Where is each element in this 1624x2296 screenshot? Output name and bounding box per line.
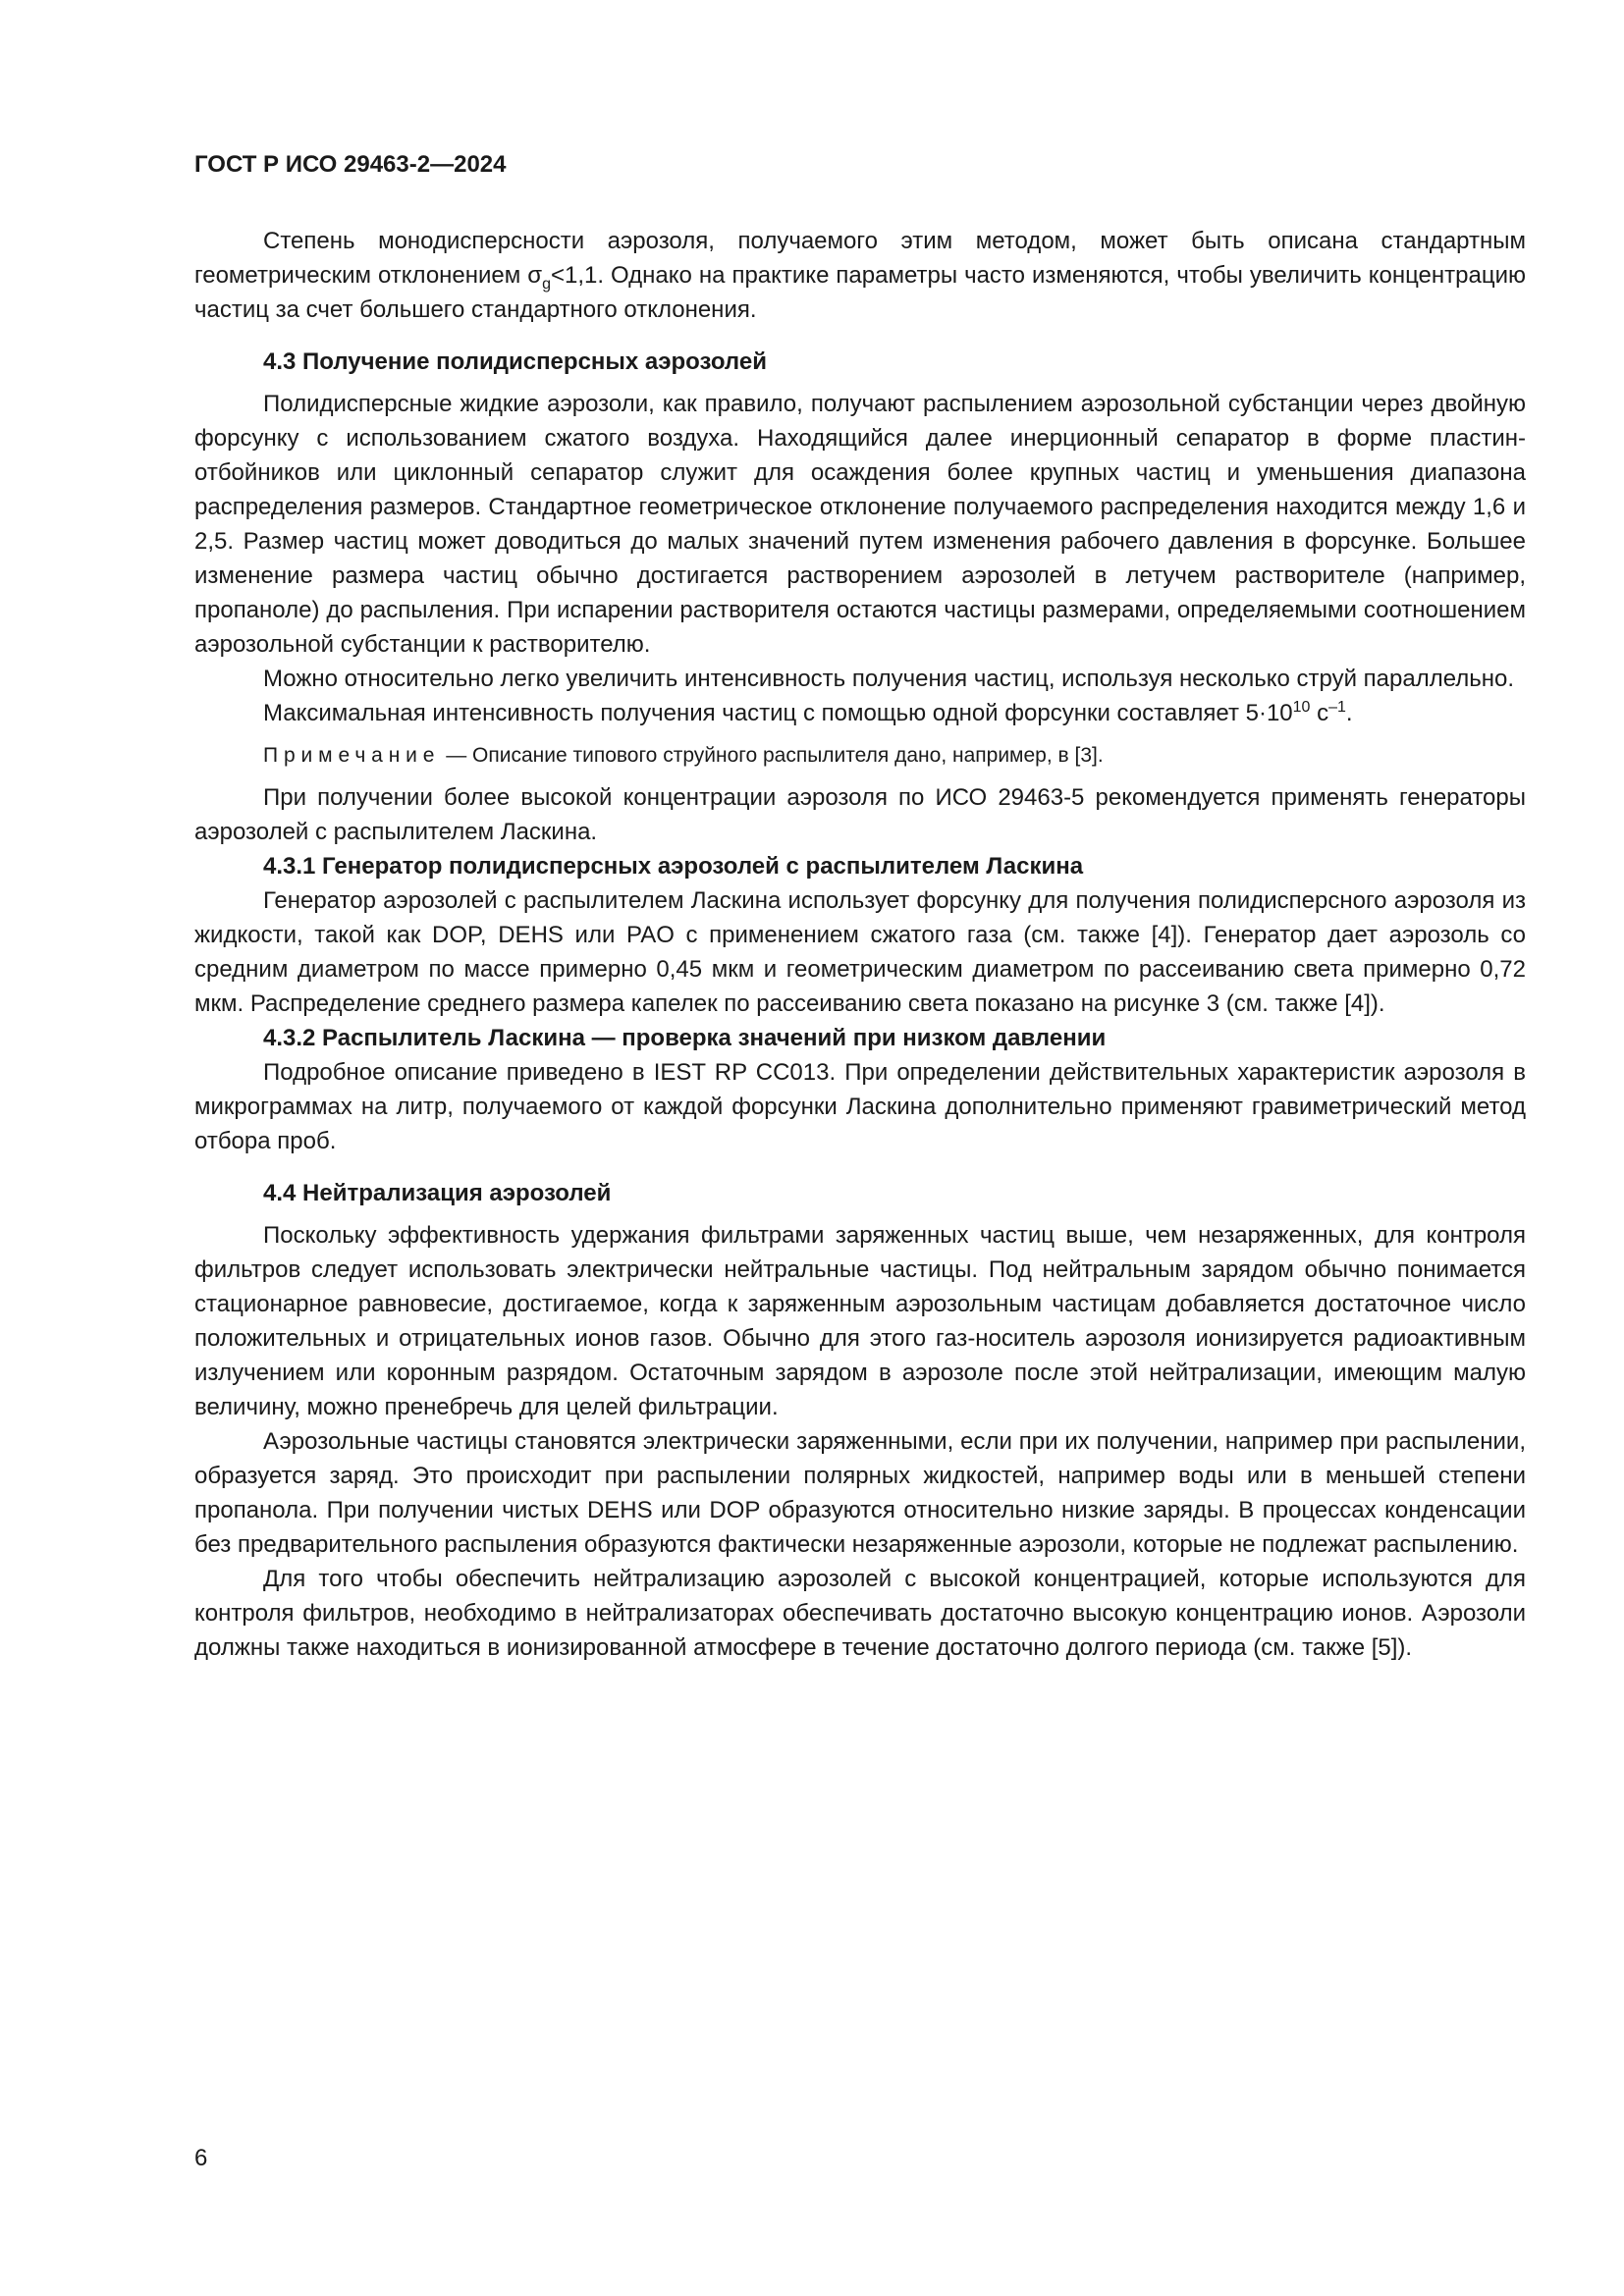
page-number: 6 [194,2145,208,2171]
intro-text-after: <1,1. Однако на практике параметры часто изменяются, чтобы увеличить концентрацию частиц за счет большего стандартного отклонения. [194,262,1526,323]
section-heading-4-3-1: 4.3.1 Генератор полидисперсных аэрозолей с распылителем Ласкина [263,853,1084,880]
section-heading-4-3: 4.3 Получение полидисперсных аэрозолей [263,348,767,375]
section-4-3-paragraph-1: Полидисперсные жидкие аэрозоли, как правило, получают распылением аэрозольной субстанции через двойную форсунку с использованием сжатого воздуха. Находящийся далее инерционный сепаратор в форме пластин-отбойников или циклонный сепаратор служит для осаждения более крупных частиц и уменьшения диапазона распределения размеров. Стандартное геометрическое отклонение получаемого распределения находится между 1,6 и 2,5. Размер частиц может доводиться до малых значений путем изменения рабочего давления в форсунке. Большее изменение размера частиц обычно достигается растворением аэрозолей в летучем растворителе (например, пропаноле) до распыления. При испарении растворителя остаются частицы размерами, определяемыми соотношением аэрозольной субстанции к растворителю. [194,391,1526,658]
sigma-symbol: σ [527,262,543,289]
section-4-3-2-paragraph-1: Подробное описание приведено в IEST RP CC013. При определении действительных характеристик аэрозоля в микрограммах на литр, получаемого от каждой форсунки Ласкина дополнительно применяют гравиметрический метод отбора проб. [194,1059,1526,1154]
section-4-3-paragraph-3 [194,696,1526,730]
intensity-end: . [1345,700,1353,726]
section-4-4-paragraph-2: Аэрозольные частицы становятся электрически заряженными, если при их получении, например при распылении, образуется заряд. Это происходит при распылении полярных жидкостей, например воды или в меньшей степени пропанола. При получении чистых DEHS или DOP образуются относительно низкие заряды. В процессах конденсации без предварительного распыления образуются фактически незаряженные аэрозоли, которые не подлежат распылению. [194,1428,1526,1558]
intensity-unit-exponent: –1 [1328,699,1346,716]
intensity-exponent: 10 [1292,699,1311,716]
intensity-text: Максимальная интенсивность получения частиц с помощью одной форсунки составляет 5·10 [263,700,1293,726]
intensity-unit: с [1310,700,1329,726]
document-header: ГОСТ Р ИСО 29463-2—2024 [194,151,507,178]
document-body [194,224,1526,1665]
section-4-3-1-paragraph-1: Генератор аэрозолей с распылителем Ласкина использует форсунку для получения полидисперсного аэрозоля из жидкости, такой как DOP, DEHS или PAO с применением сжатого газа (см. также [4]). Генератор дает аэрозоль со средним диаметром по массе примерно 0,45 мкм и геометрическим диаметром по рассеиванию света примерно 0,72 мкм. Распределение среднего размера капелек по рассеиванию света показано на рисунке 3 (см. также [4]). [194,887,1526,1017]
section-4-4-paragraph-3: Для того чтобы обеспечить нейтрализацию аэрозолей с высокой концентрацией, которые используются для контроля фильтров, необходимо в нейтрализаторах обеспечивать достаточно высокую концентрацию ионов. Аэрозоли должны также находиться в ионизированной атмосфере в течение достаточно долгого периода (см. также [5]). [194,1566,1526,1661]
section-4-3-paragraph-4: При получении более высокой концентрации аэрозоля по ИСО 29463-5 рекомендуется применять генераторы аэрозолей с распылителем Ласкина. [194,784,1526,845]
section-4-4-paragraph-1: Поскольку эффективность удержания фильтрами заряженных частиц выше, чем незаряженных, для контроля фильтров следует использовать электрически нейтральные частицы. Под нейтральным зарядом обычно понимается стационарное равновесие, достигаемое, когда к заряженным аэрозольным частицам добавляется достаточное число положительных и отрицательных ионов газов. Обычно для этого газ-носитель аэрозоля ионизируется радиоактивным излучением или коронным разрядом. Остаточным зарядом в аэрозоле после этой нейтрализации, имеющим малую величину, можно пренебречь для целей фильтрации. [194,1222,1526,1420]
section-heading-4-3-2: 4.3.2 Распылитель Ласкина — проверка значений при низком давлении [263,1025,1107,1051]
section-heading-4-4: 4.4 Нейтрализация аэрозолей [263,1180,612,1206]
sigma-subscript: g [542,275,551,293]
intro-text-before: Степень монодисперсности аэрозоля, получаемого этим методом, может быть описана стандартным геометрическим отклонением [194,228,1526,289]
note [194,738,1526,773]
note-label: Примечание [263,744,441,767]
intro-paragraph [194,224,1526,327]
section-4-3-paragraph-2: Можно относительно легко увеличить интенсивность получения частиц, используя несколько струй параллельно. [263,666,1515,692]
note-text: — Описание типового струйного распылителя дано, например, в [3]. [440,744,1104,767]
